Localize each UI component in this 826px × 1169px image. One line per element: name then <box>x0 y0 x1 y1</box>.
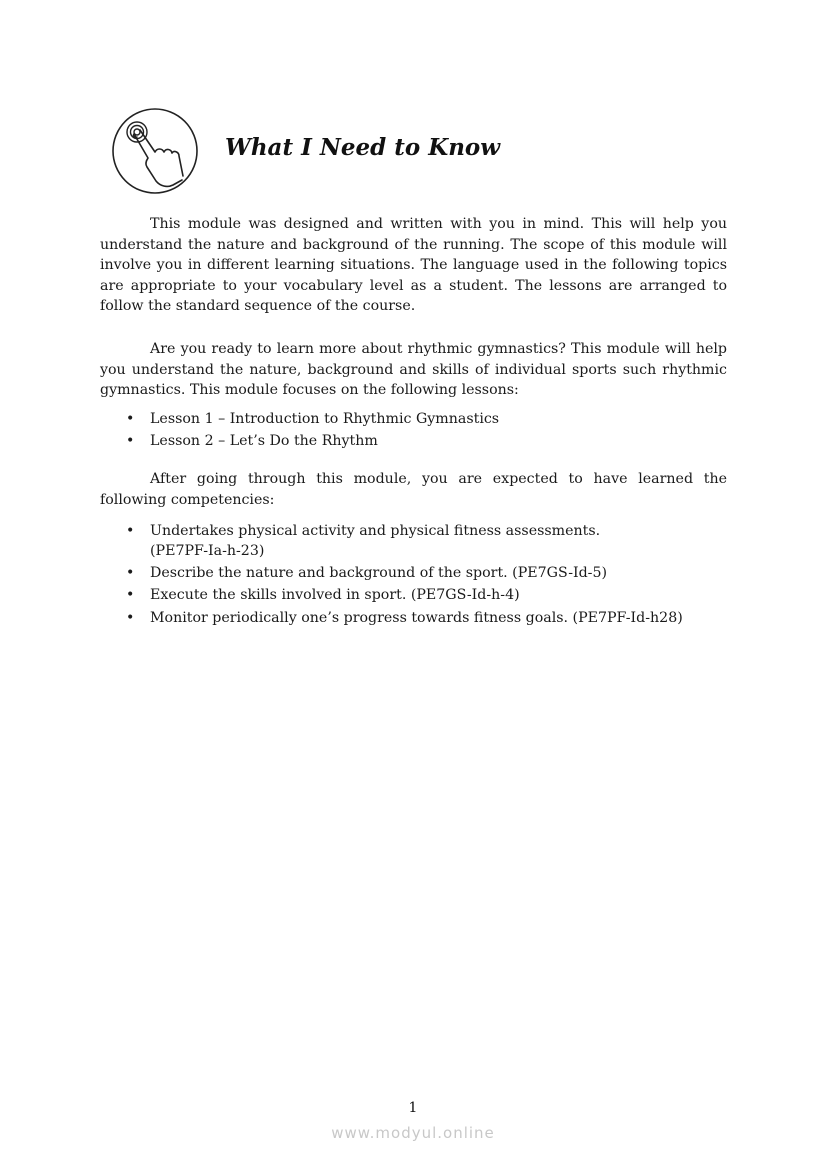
module-content <box>100 214 727 630</box>
intro-paragraph-1: This module was designed and written with you in mind. This will help you understand the nature and background of the running. The scope of this module will involve you in different learning situations. The language used in the following topics are appropriate to your vocabulary level as a student. The lessons are arranged to follow the standard sequence of the course. <box>100 216 727 315</box>
list-item-competency-1 <box>100 521 727 562</box>
section-title: What I Need to Know <box>225 134 501 161</box>
list-item-competency-4: • Monitor periodically one’s progress towards fitness goals. (PE7PF-Id-h28) <box>100 608 727 629</box>
intro-paragraph-2: Are you ready to learn more about rhythmic gymnastics? This module will help you understand the nature, background and skills of individual sports such rhythmic gymnastics. This module focuses on the following lessons: <box>100 340 727 399</box>
list-item-competency-3: • Execute the skills involved in sport. (PE7GS-Id-h-4) <box>100 585 727 606</box>
competency-1-text: • Undertakes physical activity and physical fitness assessments. <box>150 522 601 539</box>
competency-list <box>100 521 727 628</box>
watermark-text: www.modyul.online <box>331 1124 495 1142</box>
competency-1-code: (PE7PF-Ia-h-23) <box>150 543 265 560</box>
list-item-lesson-1: • Lesson 1 – Introduction to Rhythmic Gymnastics <box>100 409 727 430</box>
hand-touch-icon <box>110 106 200 196</box>
lesson-list <box>100 409 727 452</box>
page-number: 1 <box>408 1100 418 1116</box>
competencies-intro: After going through this module, you are expected to have learned the following competencies: <box>100 471 727 509</box>
list-item-lesson-2: • Lesson 2 – Let’s Do the Rhythm <box>100 431 727 452</box>
list-item-competency-2: • Describe the nature and background of the sport. (PE7GS-Id-5) <box>100 563 727 584</box>
